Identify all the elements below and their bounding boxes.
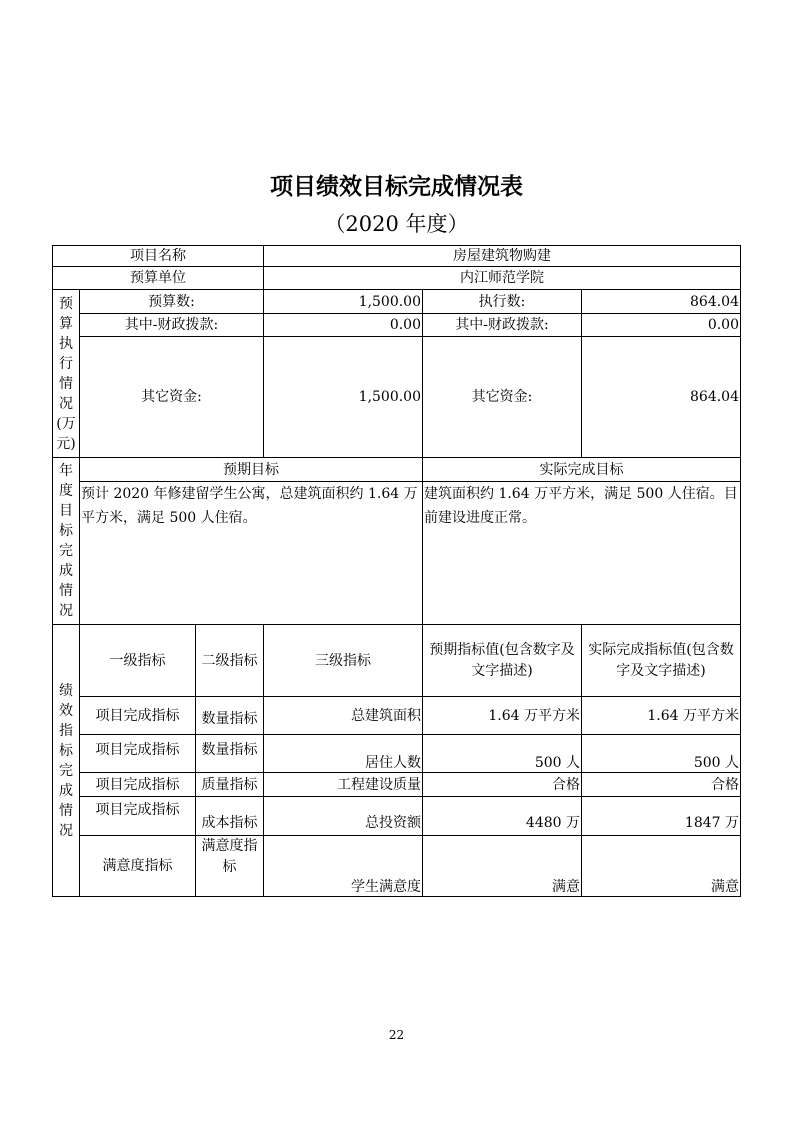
row-level3: 居住人数 [264, 735, 423, 773]
row-level2: 数量指标 [196, 697, 264, 735]
expected-goal-text: 预计 2020 年修建留学生公寓，总建筑面积约 1.64 万平方米，满足 500 人住宿。 [80, 482, 423, 625]
row-level3: 总投资额 [264, 797, 423, 836]
fiscal-value-left: 0.00 [264, 314, 423, 337]
row-level1: 项目完成指标 [80, 735, 196, 773]
row-level3: 工程建设质量 [264, 773, 423, 797]
perf-section-label: 绩 效 指 标 完 成 情 况 [53, 625, 80, 897]
table-row [53, 797, 741, 836]
project-name-value: 房屋建筑物购建 [264, 246, 741, 267]
page-subtitle: （2020 年度） [324, 212, 469, 236]
project-name-label: 项目名称 [53, 246, 264, 267]
row-level1: 满意度指标 [80, 836, 196, 897]
actual-goal-label: 实际完成目标 [423, 458, 741, 482]
row-actual: 1.64 万平方米 [582, 697, 741, 735]
row-level2: 成本指标 [196, 797, 264, 836]
row-level3: 总建筑面积 [264, 697, 423, 735]
header-level2: 二级指标 [196, 625, 264, 697]
header-expected: 预期指标值(包含数字及文字描述) [423, 625, 582, 697]
table-row [53, 735, 741, 773]
header-actual: 实际完成指标值(包含数字及文字描述) [582, 625, 741, 697]
page-title: 项目绩效目标完成情况表 [270, 174, 523, 200]
row-level2: 数量指标 [196, 735, 264, 773]
actual-goal-text: 建筑面积约 1.64 万平方米，满足 500 人住宿。目前建设进度正常。 [423, 482, 741, 625]
header-level3: 三级指标 [264, 625, 423, 697]
header-level1: 一级指标 [80, 625, 196, 697]
other-funds-value-left: 1,500.00 [264, 337, 423, 458]
row-actual: 500 人 [582, 735, 741, 773]
budget-unit-label: 预算单位 [53, 267, 264, 290]
row-actual: 1847 万 [582, 797, 741, 836]
expected-goal-label: 预期目标 [80, 458, 423, 482]
row-level1: 项目完成指标 [80, 797, 196, 836]
other-funds-label-left: 其它资金: [80, 337, 264, 458]
executed-value: 864.04 [582, 290, 741, 314]
row-actual: 满意 [582, 836, 741, 897]
row-level2: 质量指标 [196, 773, 264, 797]
table-row [53, 773, 741, 797]
row-expected: 500 人 [423, 735, 582, 773]
executed-label: 执行数: [423, 290, 582, 314]
other-funds-value-right: 864.04 [582, 337, 741, 458]
row-expected: 4480 万 [423, 797, 582, 836]
row-level2: 满意度指标 [196, 836, 264, 897]
fiscal-label-right: 其中-财政拨款: [423, 314, 582, 337]
budget-amount-label: 预算数: [80, 290, 264, 314]
budget-amount-value: 1,500.00 [264, 290, 423, 314]
fiscal-label-left: 其中-财政拨款: [80, 314, 264, 337]
annual-section-label: 年 度 目 标 完 成 情 况 [53, 458, 80, 625]
page-number: 22 [388, 1028, 405, 1042]
other-funds-label-right: 其它资金: [423, 337, 582, 458]
table-row [53, 836, 741, 897]
row-level1: 项目完成指标 [80, 773, 196, 797]
row-level3: 学生满意度 [264, 836, 423, 897]
row-expected: 1.64 万平方米 [423, 697, 582, 735]
exec-section-label: 预 算 执 行 情 况 (万 元) [53, 290, 80, 458]
row-expected: 合格 [423, 773, 582, 797]
table-row [53, 697, 741, 735]
row-level1: 项目完成指标 [80, 697, 196, 735]
row-actual: 合格 [582, 773, 741, 797]
row-expected: 满意 [423, 836, 582, 897]
fiscal-value-right: 0.00 [582, 314, 741, 337]
budget-unit-value: 内江师范学院 [264, 267, 741, 290]
performance-table [52, 245, 741, 897]
